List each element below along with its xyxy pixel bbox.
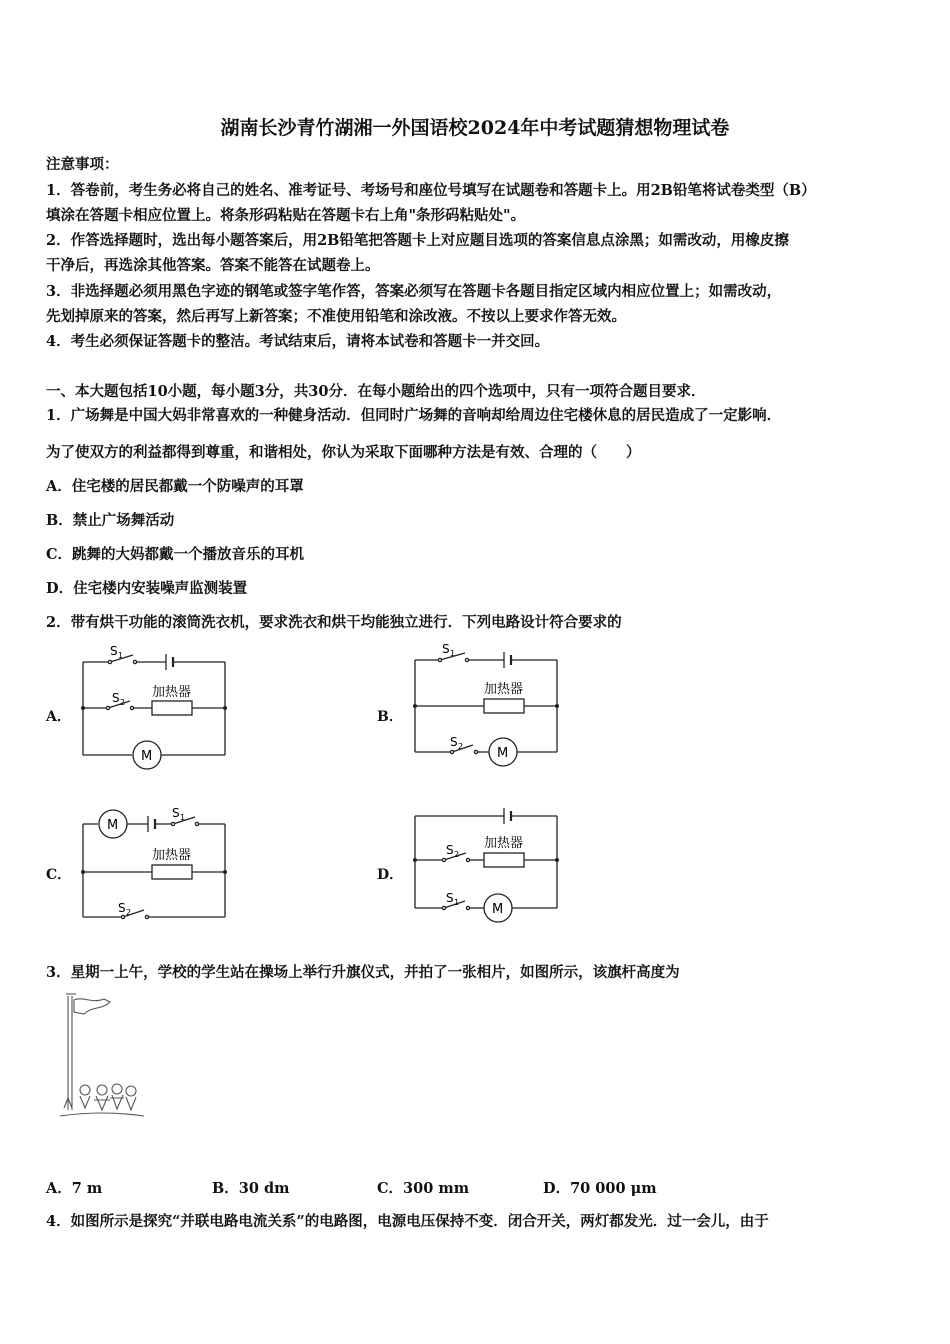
q3-stem: 3．星期一上午，学校的学生站在操场上举行升旗仪式，并拍了一张相片，如图所示，该旗杆高度为 <box>46 964 680 981</box>
q3-option-b: B．30 dm <box>212 1180 290 1197</box>
svg-text:S: S <box>446 891 454 905</box>
circuit-label-c: C． <box>46 867 72 883</box>
notice-line: 填涂在答题卡相应位置上。将条形码粘贴在答题卡右上角"条形码粘贴处"。 <box>46 207 526 224</box>
notice-line: 4．考生必须保证答题卡的整洁。考试结束后，请将本试卷和答题卡一并交回。 <box>46 333 550 350</box>
notice-line: 先划掉原来的答案，然后再写上新答案；不准使用铅笔和涂改液。不按以上要求作答无效。 <box>46 308 626 325</box>
page-title: 湖南长沙青竹湖湘一外国语校2024年中考试题猜想物理试卷 <box>220 117 730 139</box>
notice-line: 干净后，再选涂其他答案。答案不能答在试题卷上。 <box>46 257 380 274</box>
circuit-label-b: B． <box>377 709 403 725</box>
svg-text:1: 1 <box>450 649 456 658</box>
svg-text:M: M <box>107 818 119 833</box>
q4-stem: 4．如图所示是探究“并联电路电流关系”的电路图，电源电压保持不变．闭合开关，两灯都发光．过一会儿，由于 <box>46 1213 769 1230</box>
q1-option-d: D．住宅楼内安装噪声监测装置 <box>46 580 248 597</box>
switch-s2-label: S <box>112 691 120 705</box>
notice-line: 3．非选择题必须用黑色字迹的钢笔或签字笔作答，答案必须写在答题卡各题目指定区域内相应位置上；如需改动， <box>46 283 782 300</box>
section-heading: 一、本大题包括10小题，每小题3分，共30分．在每小题给出的四个选项中，只有一项符合题目要求． <box>46 383 706 400</box>
svg-text:S: S <box>118 901 126 915</box>
svg-text:2: 2 <box>120 698 126 707</box>
q1-stem: 为了使双方的利益都得到尊重，和谐相处，你认为采取下面哪种方法是有效、合理的（ ） <box>46 444 641 461</box>
svg-text:加热器: 加热器 <box>484 682 524 697</box>
q1-option-c: C．跳舞的大妈都戴一个播放音乐的耳机 <box>46 546 305 563</box>
circuit-label-a: A． <box>46 709 71 725</box>
svg-text:加热器: 加热器 <box>152 848 192 863</box>
q1-stem: 1．广场舞是中国大妈非常喜欢的一种健身活动．但同时广场舞的音响却给周边住宅楼休息的居民造成了一定影响． <box>46 407 782 424</box>
notice-line: 1．答卷前，考生务必将自己的姓名、准考证号、考场号和座位号填写在试题卷和答题卡上。用2B铅笔将试卷类型（B） <box>46 182 816 199</box>
svg-text:S: S <box>172 806 180 820</box>
svg-text:2: 2 <box>126 908 132 917</box>
svg-text:1: 1 <box>454 898 460 907</box>
svg-text:2: 2 <box>454 850 460 859</box>
q3-option-a: A．7 m <box>46 1180 103 1197</box>
q3-option-d: D．70 000 μm <box>543 1180 657 1197</box>
circuit-b <box>410 640 570 775</box>
q1-option-a: A．住宅楼的居民都戴一个防噪声的耳罩 <box>46 478 304 495</box>
svg-text:M: M <box>492 902 504 917</box>
circuit-a <box>78 640 238 775</box>
svg-text:1: 1 <box>118 651 124 660</box>
q1-option-b: B．禁止广场舞活动 <box>46 512 175 529</box>
svg-text:S: S <box>442 642 450 656</box>
notice-line: 2．作答选择题时，选出每小题答案后，用2B铅笔把答题卡上对应题目选项的答案信息点涂黑；如需改动，用橡皮擦 <box>46 232 789 249</box>
svg-text:加热器: 加热器 <box>484 836 524 851</box>
svg-text:M: M <box>497 746 509 761</box>
switch-s1-label: S <box>110 644 118 658</box>
motor-label: M <box>141 749 153 764</box>
q3-option-c: C．300 mm <box>377 1180 470 1197</box>
svg-text:1: 1 <box>180 813 186 822</box>
q2-stem: 2．带有烘干功能的滚筒洗衣机，要求洗衣和烘干均能独立进行．下列电路设计符合要求的 <box>46 614 622 631</box>
notice-heading: 注意事项： <box>46 156 119 173</box>
circuit-c <box>78 800 238 925</box>
heater-label: 加热器 <box>152 685 192 700</box>
flagpole-figure <box>52 990 152 1125</box>
svg-text:S: S <box>450 735 458 749</box>
svg-text:S: S <box>446 843 454 857</box>
circuit-label-d: D． <box>377 867 404 883</box>
circuit-d <box>410 800 570 925</box>
svg-text:2: 2 <box>458 742 464 751</box>
